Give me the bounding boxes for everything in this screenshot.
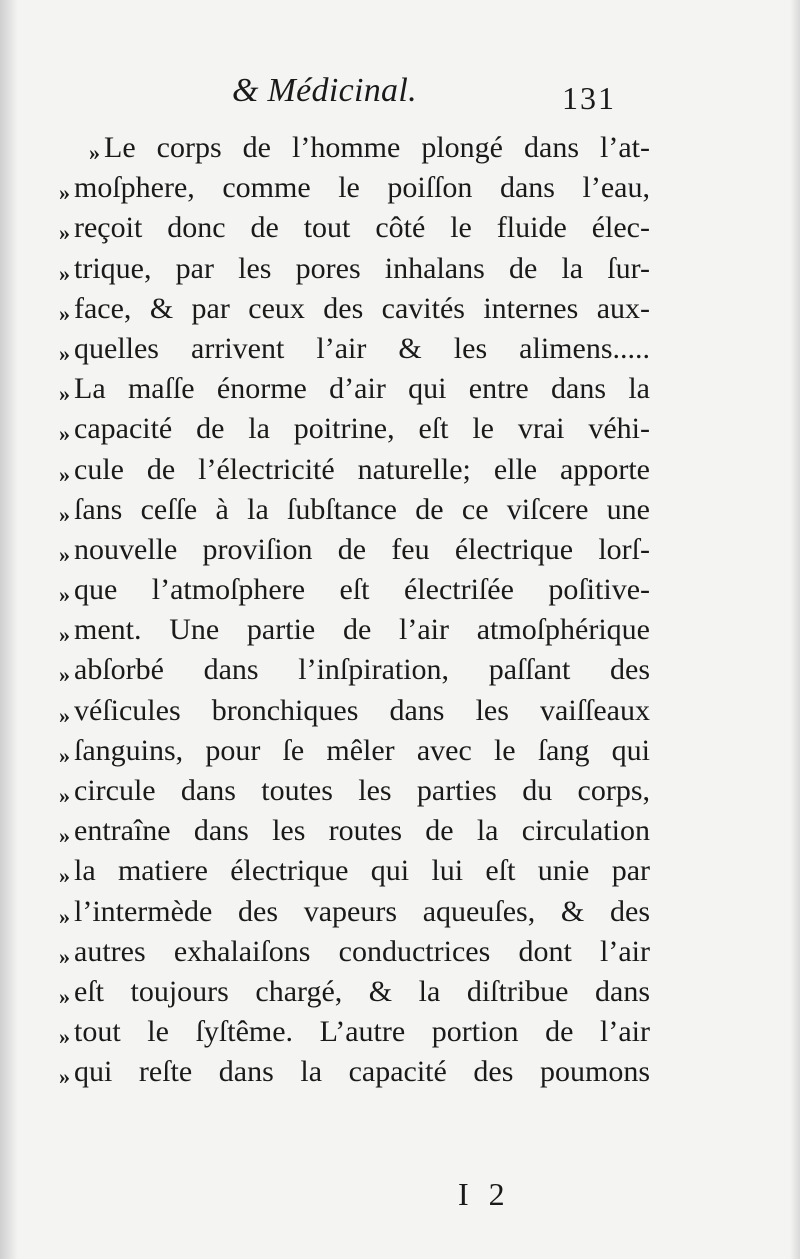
text-line [30, 369, 650, 409]
quotation-mark: » [59, 622, 70, 648]
line-text: l’intermède des vapeurs aqueuſes, & des [74, 894, 650, 928]
page-gutter-shadow [0, 0, 18, 1259]
text-line [30, 208, 650, 248]
line-text: la matiere électrique qui lui eſt unie par [74, 854, 650, 888]
line-text: nouvelle proviſion de feu électrique lorſ- [74, 532, 650, 566]
line-text: Le corps de l’homme plongé dans l’at- [104, 131, 650, 164]
line-text: que l’atmoſphere eſt électriſée poſitive- [74, 573, 650, 607]
text-line [30, 490, 650, 530]
quotation-mark: » [59, 823, 70, 849]
line-text: circule dans toutes les parties du corps, [74, 774, 650, 807]
text-line [30, 771, 650, 811]
quotation-mark: » [59, 783, 70, 808]
quotation-mark: » [59, 300, 70, 326]
line-text: ſans ceſſe à la ſubſtance de ce viſcere une [74, 492, 650, 526]
text-line [30, 972, 650, 1012]
line-text: qui reſte dans la capacité des poumons [74, 1055, 650, 1089]
line-text: autres exhalaiſons conductrices dont l’air [74, 934, 650, 968]
line-text: entraîne dans les routes de la circulation [74, 814, 650, 848]
quotation-mark: » [59, 461, 70, 487]
text-line [30, 851, 650, 891]
quotation-mark: » [59, 983, 70, 1009]
quotation-mark: » [89, 140, 100, 165]
text-line [30, 329, 650, 369]
page-header [232, 72, 632, 122]
text-line [30, 168, 650, 208]
quotation-mark: » [59, 260, 70, 286]
quotation-mark: » [59, 582, 70, 608]
text-line [30, 932, 650, 972]
text-line [30, 1012, 650, 1052]
quotation-mark: » [59, 220, 70, 246]
line-text: quelles arrivent l’air & les alimens..... [74, 331, 650, 365]
text-line [30, 128, 650, 168]
line-text: ſanguins, pour ſe mêler avec le ſang qui [74, 733, 650, 767]
text-line [30, 249, 650, 289]
text-line [30, 450, 650, 490]
quotation-mark: » [59, 903, 70, 929]
text-line [30, 811, 650, 851]
page-edge-shadow [790, 0, 800, 1259]
line-text: abſorbé dans l’inſpiration, paſſant des [74, 653, 650, 687]
text-line [30, 570, 650, 610]
line-text: tout le ſyſtême. L’autre portion de l’air [74, 1015, 650, 1049]
text-line [30, 691, 650, 731]
text-line [30, 650, 650, 690]
quotation-mark: » [59, 501, 70, 527]
line-text: La maſſe énorme d’air qui entre dans la [74, 372, 650, 406]
page-number: 131 [562, 80, 616, 116]
text-line [30, 289, 650, 329]
quotation-mark: » [59, 863, 70, 889]
text-line [30, 1052, 650, 1092]
text-line [30, 409, 650, 449]
line-text: moſphere, comme le poiſſon dans l’eau, [74, 171, 650, 205]
line-text: face, & par ceux des cavités internes aux- [74, 291, 650, 325]
line-text: eſt toujours chargé, & la diſtribue dans [74, 974, 650, 1008]
line-text: ment. Une partie de l’air atmoſphérique [74, 613, 650, 647]
quotation-mark: » [59, 180, 70, 206]
text-line [30, 731, 650, 771]
line-text: reçoit donc de tout côté le fluide élec- [74, 211, 650, 245]
quotation-mark: » [59, 340, 70, 366]
quotation-mark: » [59, 421, 70, 447]
quotation-mark: » [59, 943, 70, 969]
body-text [30, 128, 650, 1093]
signature-mark: I 2 [458, 1176, 511, 1212]
line-text: capacité de la poitrine, eſt le vrai véhi- [74, 412, 650, 446]
text-line [30, 530, 650, 570]
text-line [30, 892, 650, 932]
quotation-mark: » [59, 381, 70, 407]
quotation-mark: » [59, 1064, 70, 1090]
running-title: & Médicinal. [232, 72, 417, 109]
quotation-mark: » [59, 662, 70, 688]
line-text: véſicules bronchiques dans les vaiſſeaux [74, 693, 650, 727]
quotation-mark: » [59, 702, 70, 728]
quotation-mark: » [59, 742, 70, 768]
quotation-mark: » [59, 541, 70, 567]
quotation-mark: » [59, 1024, 70, 1050]
text-line [30, 610, 650, 650]
line-text: cule de l’électricité naturelle; elle apporte [74, 452, 650, 486]
line-text: trique, par les pores inhalans de la ſur- [74, 251, 650, 285]
